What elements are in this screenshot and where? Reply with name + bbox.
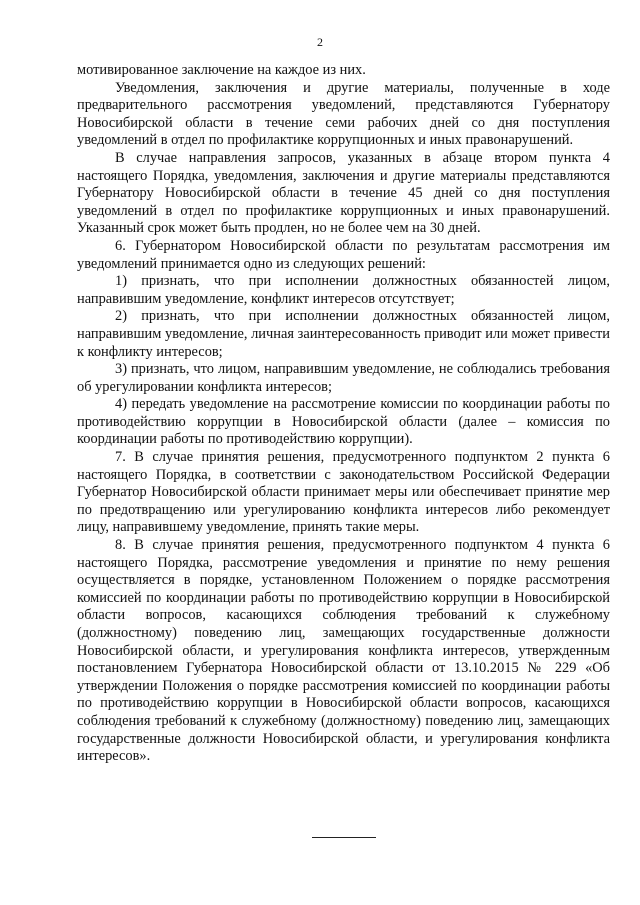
paragraph-subitem-2: 2) признать, что при исполнении должностных обязанностей лицом, направившим уведомление, личная заинтересованность приводит или может привести к конфликту интересов; [77,308,610,360]
paragraph-continuation: мотивированное заключение на каждое из них. [77,62,366,78]
paragraph-subitem-3: 3) признать, что лицом, направившим уведомление, не соблюдались требования об урегулировании конфликта интересов; [77,361,610,395]
paragraph-notifications-submission: Уведомления, заключения и другие материалы, полученные в ходе предварительного рассмотрения уведомлений, представляются Губернатору Новосибирской области в течение семи рабочих дней со дня поступления уведомлений в отдел по профилактике коррупционных и иных правонарушений. [77,79,610,149]
page-number: 2 [317,35,323,49]
paragraph-item-8: 8. В случае принятия решения, предусмотренного подпунктом 4 пункта 6 настоящего Порядка, рассмотрение уведомления и принятие по нему решения осуществляется в порядке, установленном Положением о порядке рассмотрения комиссией по координации работы по противодействию коррупции в Новосибирской области вопросов, касающихся соблюдения требований к служебному (должностному) поведению лиц, замещающих государственные должности Новосибирской области, и урегулирования конфликта интересов, утвержденным постановлением Губернатора Новосибирской области от 13.10.2015 № 229 «Об утверждении Положения о порядке рассмотрения комиссией по координации работы по противодействию коррупции в Новосибирской области вопросов, касающихся соблюдения требований к служебному (должностному) поведению лиц, замещающих государственные должности Новосибирской области, и урегулирования конфликта интересов». [77,537,610,765]
paragraph-requests-deadline: В случае направления запросов, указанных в абзаце втором пункта 4 настоящего Порядка, уведомления, заключения и другие материалы представляются Губернатору Новосибирской области в течение 45 дней со дня поступления уведомлений в отдел по профилактике коррупционных и иных правонарушений. Указанный срок может быть продлен, но не более чем на 30 дней. [77,149,610,237]
end-of-document-rule [312,837,376,838]
paragraph-subitem-4: 4) передать уведомление на рассмотрение комиссии по координации работы по противодействию коррупции в Новосибирской области (далее – комиссия по координации работы по противодействию коррупции). [77,396,610,448]
document-body [77,62,610,766]
paragraph-item-7: 7. В случае принятия решения, предусмотренного подпунктом 2 пункта 6 настоящего Порядка, в соответствии с законодательством Российской Федерации Губернатор Новосибирской области принимает меры или обеспечивает принятие мер по предотвращению или урегулированию конфликта интересов либо рекомендует лицу, направившему уведомление, принять такие меры. [77,449,610,536]
paragraph-subitem-1: 1) признать, что при исполнении должностных обязанностей лицом, направившим уведомление, конфликт интересов отсутствует; [77,273,610,307]
paragraph-item-6: 6. Губернатором Новосибирской области по результатам рассмотрения им уведомлений принимается одно из следующих решений: [77,237,610,272]
